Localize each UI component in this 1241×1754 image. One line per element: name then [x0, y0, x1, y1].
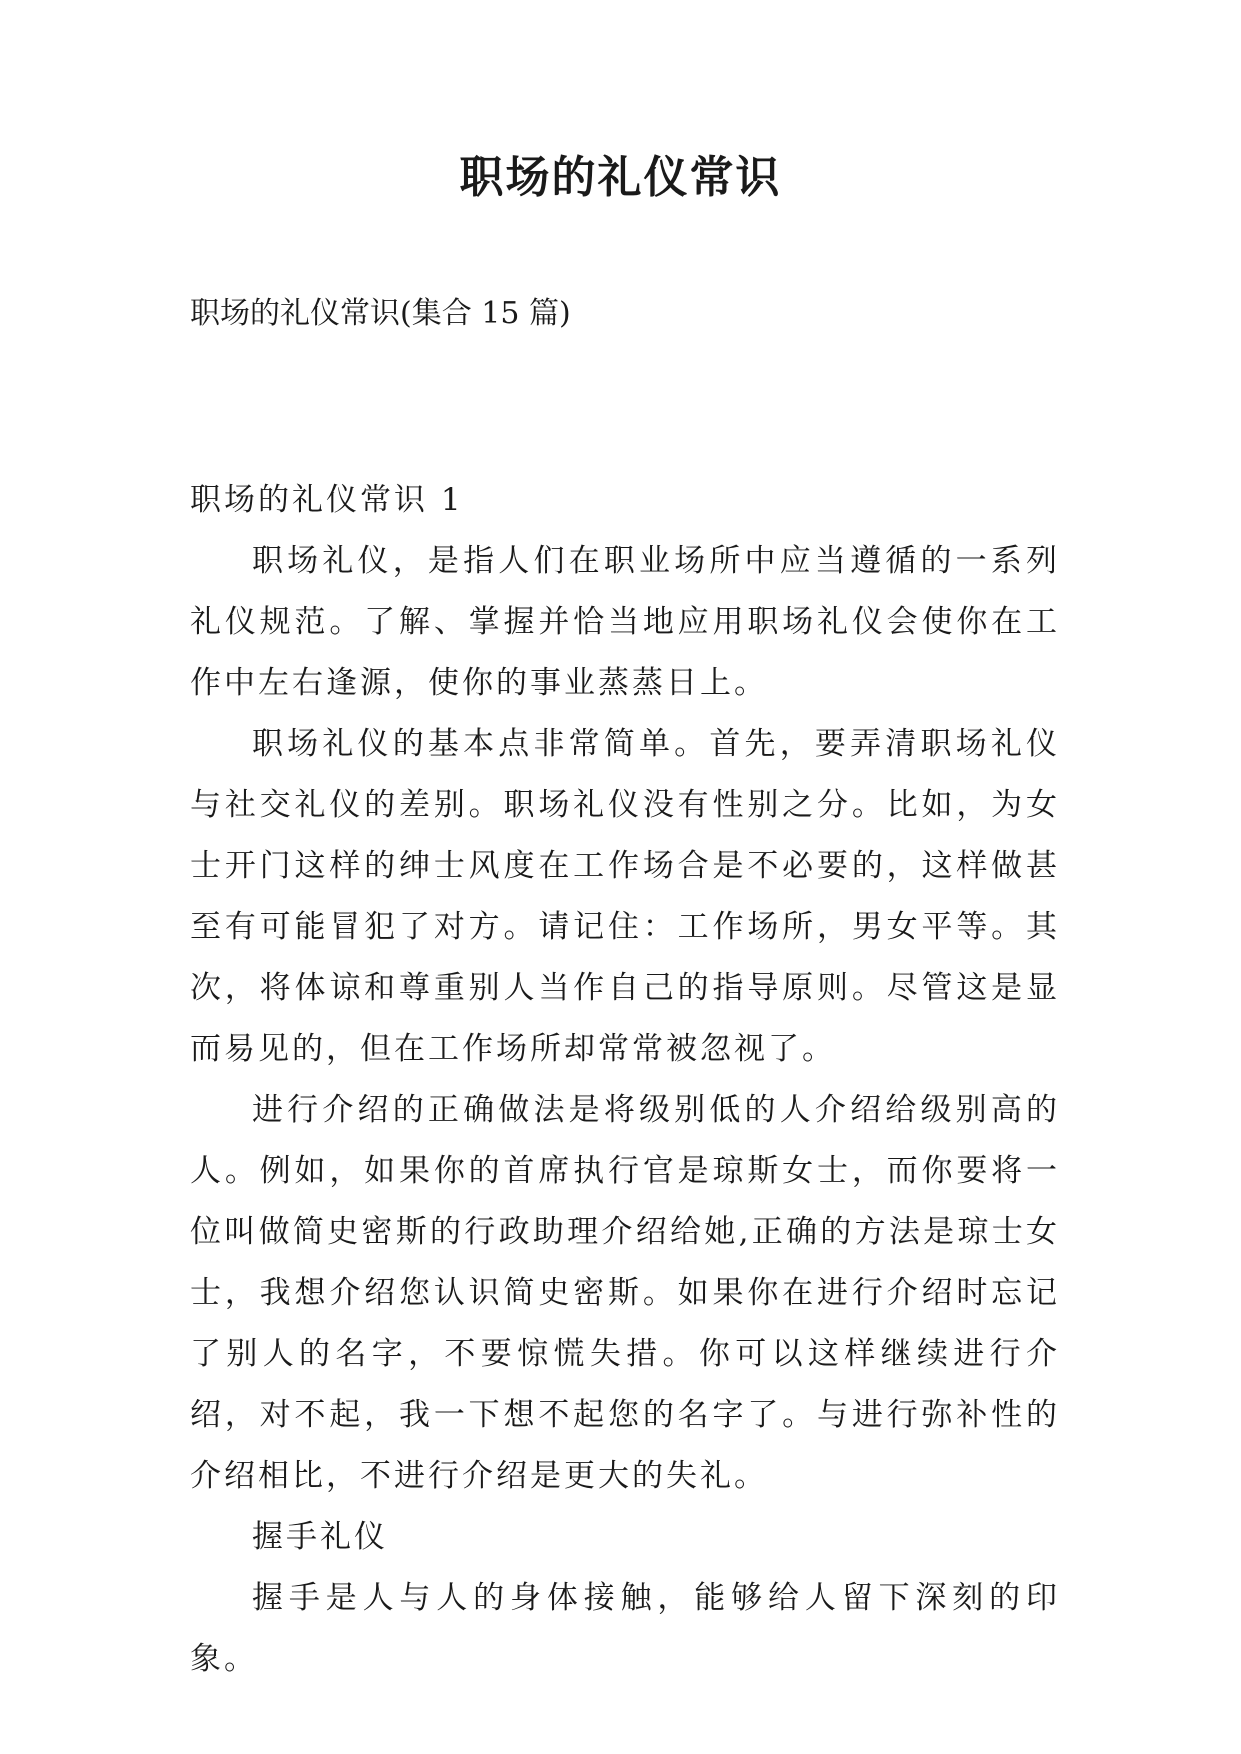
document-body [190, 470, 1060, 1690]
paragraph: 职场礼仪的基本点非常简单。首先，要弄清职场礼仪与社交礼仪的差别。职场礼仪没有性别之分。比如，为女士开门这样的绅士风度在工作场合是不必要的，这样做甚至有可能冒犯了对方。请记住：工作场所，男女平等。其次，将体谅和尊重别人当作自己的指导原则。尽管这是显而易见的，但在工作场所却常常被忽视了。 [190, 726, 1060, 1067]
paragraph: 职场礼仪，是指人们在职业场所中应当遵循的一系列礼仪规范。了解、掌握并恰当地应用职场礼仪会使你在工作中左右逢源，使你的事业蒸蒸日上。 [190, 543, 1060, 701]
paragraph: 进行介绍的正确做法是将级别低的人介绍给级别高的人。例如，如果你的首席执行官是琼斯女士，而你要将一位叫做简史密斯的行政助理介绍给她,正确的方法是琼士女士，我想介绍您认识简史密斯。如果你在进行介绍时忘记了别人的名字，不要惊慌失措。你可以这样继续进行介绍，对不起，我一下想不起您的名字了。与进行弥补性的介绍相比，不进行介绍是更大的失礼。 [190, 1092, 1060, 1494]
subheading-handshake: 握手礼仪 [252, 1519, 388, 1555]
section-title: 职场的礼仪常识 1 [190, 482, 464, 518]
document-title: 职场的礼仪常识 [459, 152, 782, 203]
paragraph: 握手是人与人的身体接触，能够给人留下深刻的印象。 [190, 1580, 1060, 1677]
document-subtitle: 职场的礼仪常识(集合 15 篇) [190, 296, 571, 331]
